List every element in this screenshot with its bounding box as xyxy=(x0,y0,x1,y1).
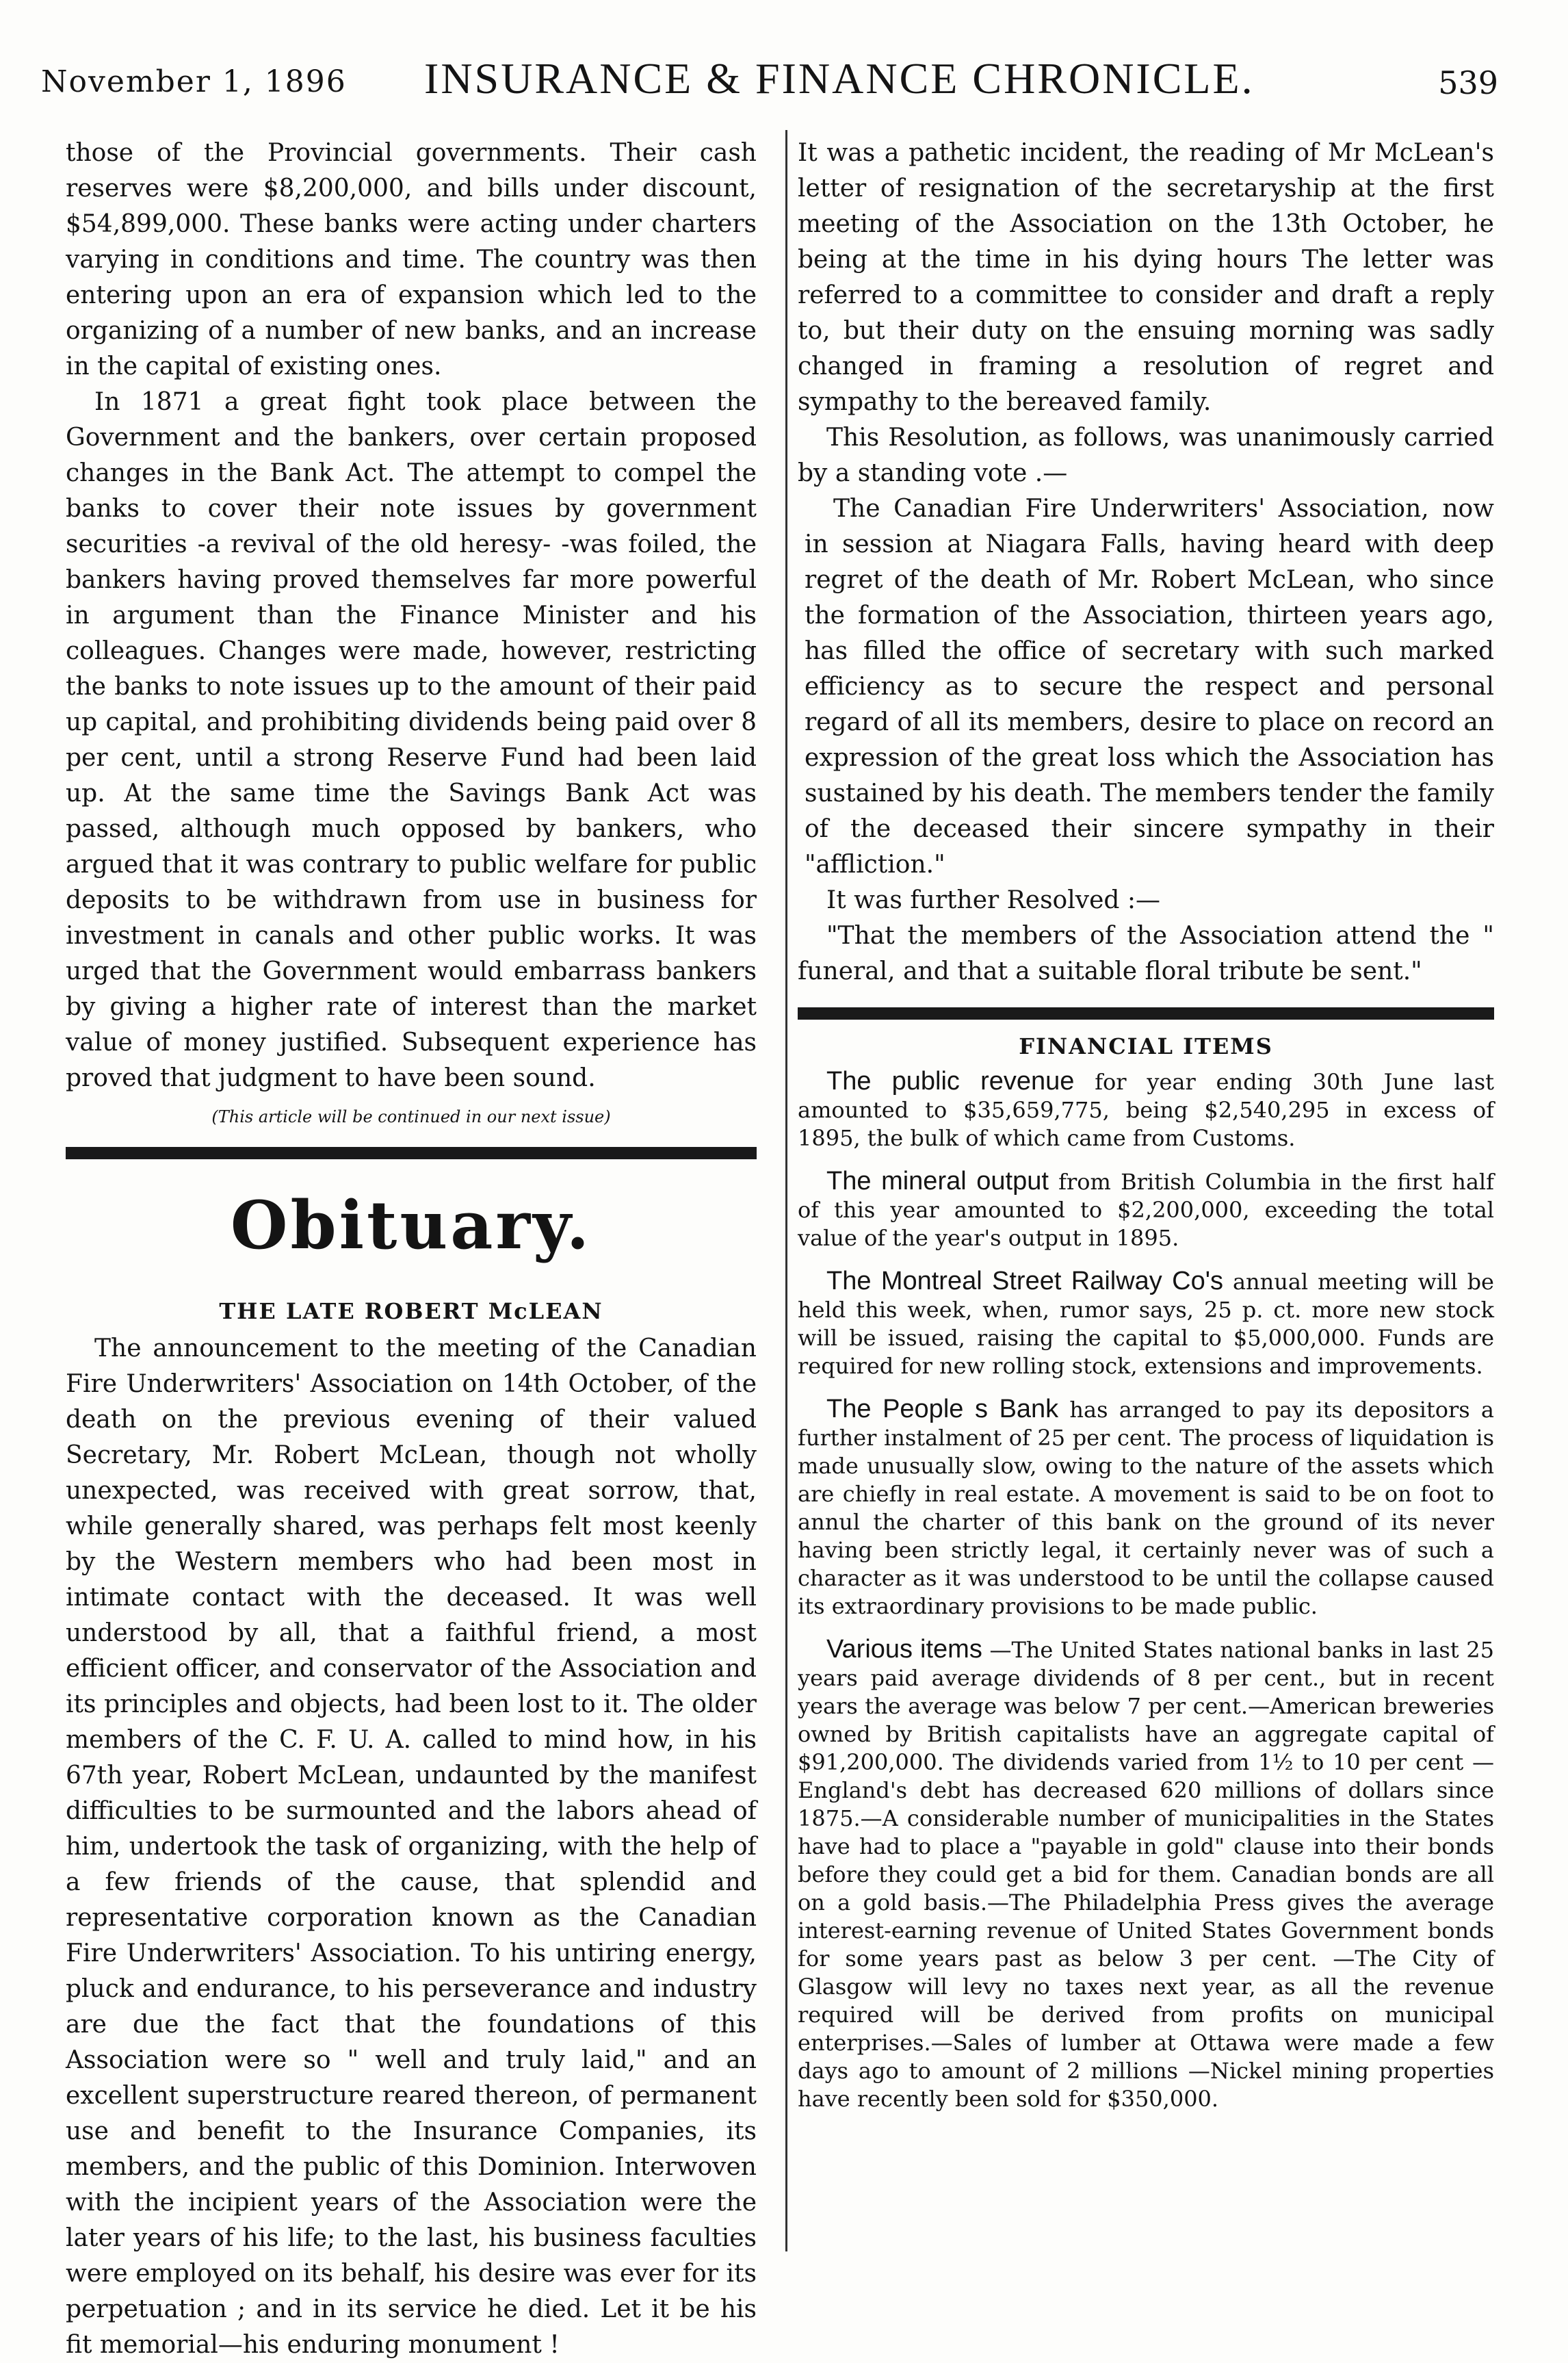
page-header xyxy=(41,51,1498,126)
section-rule xyxy=(798,1007,1494,1020)
financial-items-heading: FINANCIAL ITEMS xyxy=(1019,1033,1273,1059)
financial-item xyxy=(798,1395,1494,1620)
item-text: from British Columbia in the first half of this year amounted to $2,200,000, exceeding the total value of the year's output in 1895. xyxy=(798,1169,1494,1251)
financial-item xyxy=(798,1068,1494,1152)
resolution-text: The Canadian Fire Underwriters' Association, now in session at Niagara Falls, having heard with deep regret of the death of Mr. Robert McLean, who since the formation of the Association, thirteen years ago, has filled the office of secretary with such marked efficiency as to secure the respect and personal regard of all its members, desire to place on record an expression of the great loss which the Association has sustained by his death. The members tender the family of the deceased their sincere sympathy in their "affliction." xyxy=(805,495,1494,879)
item-lead: Various items xyxy=(826,1635,982,1664)
column-divider xyxy=(785,130,787,2251)
item-lead: The public revenue xyxy=(826,1067,1075,1096)
obituary-paragraph: The announcement to the meeting of the Canadian Fire Underwriters' Association on 14th October, of the death on the previous evening of their valued Secretary, Mr. Robert McLean, though not wholly unexpected, was received with great sorrow, that, while generally shared, was perhaps felt most keenly by the Western members who had been most in intimate contact with the deceased. It was well understood by all, that a faithful friend, a most efficient officer, and conservator of the Association and its principles and objects, had been lost to it. The older members of the C. F. U. A. called to mind how, in his 67th year, Robert McLean, undaunted by the manifest difficulties to be surmounted and the labors ahead of him, undertook the task of organizing, with the help of a few friends of the cause, that splendid and representative corporation known as the Canadian Fire Underwriters' Association. To his untiring energy, pluck and endurance, to his perseverance and industry are due the fact that the foundations of this Association were so " well and truly laid," and an excellent superstructure reared thereon, of permanent use and benefit to the Insurance Companies, its members, and the public of this Dominion. Interwoven with the incipient years of the Association were the later years of his life; to the last, his business faculties were employed on its behalf, his desire was ever for its perpetuation ; and in its service he died. Let it be his fit memorial—his enduring monument ! xyxy=(66,1334,757,2359)
article-paragraph: It was a pathetic incident, the reading of Mr McLean's letter of resignation of the secretaryship at the first meeting of the Association on the 13th October, he being at the time in his dying hours The letter was referred to a committee to consider and draft a reply to, but their duty on the ensuing morning was sadly changed in framing a resolution of regret and sympathy to the bereaved family. xyxy=(798,139,1494,416)
financial-item xyxy=(798,1167,1494,1252)
issue-date: November 1, 1896 xyxy=(41,64,347,99)
obituary-heading: Obituary. xyxy=(230,1187,592,1264)
section-rule xyxy=(66,1147,757,1159)
item-text: —The United States national banks in last 25 years paid average dividends of 8 per cent., but in recent years the average was below 7 per cent.—American breweries owned by British capitalists have an aggregate capital of $91,200,000. The dividends varied from 1½ to 10 per cent —England's debt has decreased 620 millions of dollars since 1875.—A considerable number of municipalities in the States have had to place a "payable in gold" clause into their bonds before they could get a bid for them. Canadian bonds are all on a gold basis.—The Philadelphia Press gives the average interest-earning revenue of United States Government bonds for some years past as below 3 per cent. —The City of Glasgow will levy no taxes next year, as all the revenue required will be derived from profits on municipal enterprises.—Sales of lumber at Ottawa were made a few days ago to amount of 2 millions —Nickel mining properties have recently been sold for $350,000. xyxy=(798,1637,1494,2112)
obituary-subhead: THE LATE ROBERT McLEAN xyxy=(219,1298,603,1324)
item-text: annual meeting will be held this week, when, rumor says, 25 p. ct. more new stock will be issued, raising the capital to $5,000,000. Funds are required for new rolling stock, extensions and improvements. xyxy=(798,1269,1494,1379)
right-column xyxy=(798,135,1494,2128)
item-lead: The People s Bank xyxy=(826,1395,1059,1423)
article-paragraph: It was further Resolved :— xyxy=(826,886,1160,914)
financial-item xyxy=(798,1267,1494,1380)
article-paragraph: In 1871 a great fight took place between the Government and the bankers, over certain proposed changes in the Bank Act. The attempt to compel the banks to cover their note issues by government securities -a revival of the old heresy- -was foiled, the bankers having proved themselves far more powerful in argument than the Finance Minister and his colleagues. Changes were made, however, restricting the banks to note issues up to the amount of their paid up capital, and prohibiting dividends being paid over 8 per cent, until a strong Reserve Fund had been laid up. At the same time the Savings Bank Act was passed, although much opposed by bankers, who argued that it was contrary to public welfare for public deposits to be withdrawn from use in business for investment in canals and other public works. It was urged that the Government would embarrass bankers by giving a higher rate of interest than the market value of money justified. Subsequent experience has proved that judgment to have been sound. xyxy=(66,388,757,1092)
page-number: 539 xyxy=(1438,64,1498,101)
article-paragraph: This Resolution, as follows, was unanimously carried by a standing vote .— xyxy=(798,424,1494,487)
left-column xyxy=(66,135,757,2363)
financial-item xyxy=(798,1636,1494,2113)
item-lead: The Montreal Street Railway Co's xyxy=(826,1267,1223,1295)
continued-note: (This article will be continued in our next issue) xyxy=(211,1107,611,1126)
item-text: for year ending 30th June last amounted to $35,659,775, being $2,540,295 in excess of 1895, the bulk of which came from Customs. xyxy=(798,1069,1494,1151)
item-lead: The mineral output xyxy=(826,1167,1049,1196)
resolution-text: "That the members of the Association attend the " funeral, and that a suitable floral tribute be sent." xyxy=(798,922,1494,985)
publication-title: INSURANCE & FINANCE CHRONICLE. xyxy=(424,54,1255,103)
item-text: has arranged to pay its depositors a further instalment of 25 per cent. The process of liquidation is made unusually slow, owing to the nature of the assets which are chiefly in real estate. A movement is said to be on foot to annul the charter of this bank on the ground of its never having been strictly legal, it certainly never was of such a character as it was understood to be until the collapse caused its extraordinary provisions to be made public. xyxy=(798,1397,1495,1619)
article-paragraph: those of the Provincial governments. Their cash reserves were $8,200,000, and bills under discount, $54,899,000. These banks were acting under charters varying in conditions and time. The country was then entering upon an era of expansion which led to the organizing of a number of new banks, and an increase in the capital of existing ones. xyxy=(66,139,757,380)
